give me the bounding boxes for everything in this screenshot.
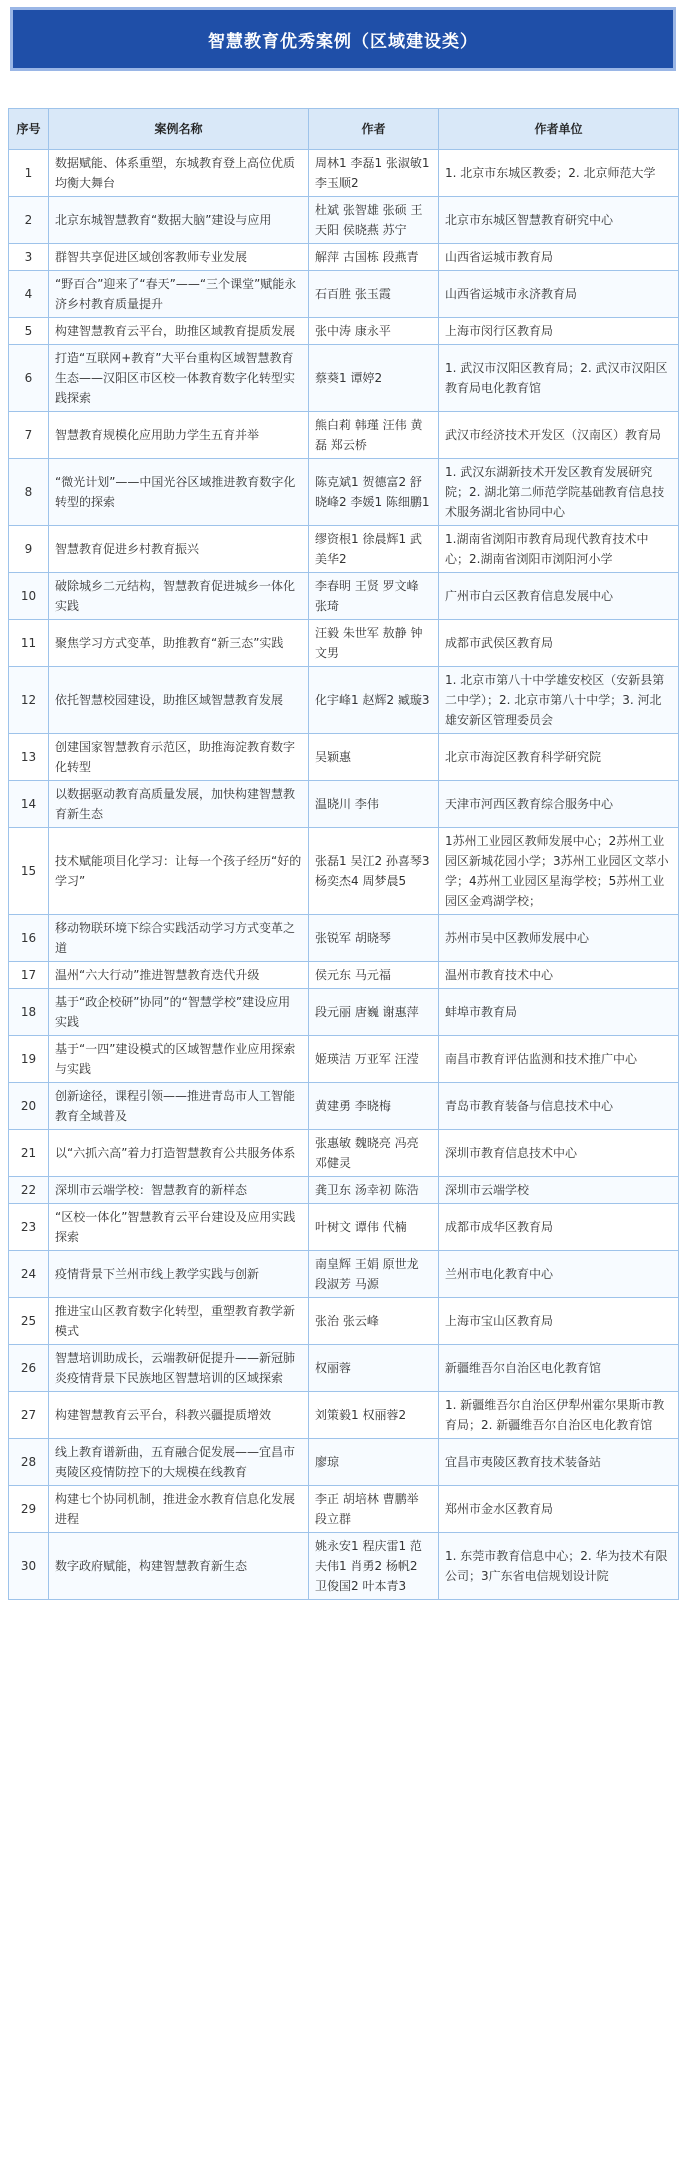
row-number: 7 bbox=[9, 412, 49, 459]
row-number: 28 bbox=[9, 1439, 49, 1486]
row-unit: 1. 武汉市汉阳区教育局；2. 武汉市汉阳区教育局电化教育馆 bbox=[439, 345, 679, 412]
row-author: 张惠敏 魏晓亮 冯亮 邓健灵 bbox=[309, 1130, 439, 1177]
row-case-name: 温州“六大行动”推进智慧教育迭代升级 bbox=[49, 962, 309, 989]
row-unit: 温州市教育技术中心 bbox=[439, 962, 679, 989]
row-author: 陈克斌1 贺德富2 舒晓峰2 李媛1 陈细鹏1 bbox=[309, 459, 439, 526]
table-row bbox=[9, 915, 679, 962]
row-unit: 北京市东城区智慧教育研究中心 bbox=[439, 197, 679, 244]
row-number: 27 bbox=[9, 1392, 49, 1439]
row-case-name: 创新途径，课程引领——推进青岛市人工智能教育全域普及 bbox=[49, 1083, 309, 1130]
row-author: 解萍 古国栋 段燕青 bbox=[309, 244, 439, 271]
table-row bbox=[9, 150, 679, 197]
row-author: 蔡葵1 谭婷2 bbox=[309, 345, 439, 412]
row-case-name: 构建七个协同机制，推进金水教育信息化发展进程 bbox=[49, 1486, 309, 1533]
row-case-name: 智慧教育规模化应用助力学生五育并举 bbox=[49, 412, 309, 459]
row-number: 3 bbox=[9, 244, 49, 271]
row-unit: 上海市宝山区教育局 bbox=[439, 1298, 679, 1345]
row-number: 5 bbox=[9, 318, 49, 345]
row-case-name: 智慧培训助成长，云端教研促提升——新冠肺炎疫情背景下民族地区智慧培训的区域探索 bbox=[49, 1345, 309, 1392]
table-row bbox=[9, 412, 679, 459]
row-number: 15 bbox=[9, 828, 49, 915]
table-row bbox=[9, 526, 679, 573]
row-author: 南皇辉 王娟 原世龙 段淑芳 马源 bbox=[309, 1251, 439, 1298]
row-author: 黄建勇 李晓梅 bbox=[309, 1083, 439, 1130]
row-unit: 郑州市金水区教育局 bbox=[439, 1486, 679, 1533]
row-author: 叶树文 谭伟 代楠 bbox=[309, 1204, 439, 1251]
row-number: 24 bbox=[9, 1251, 49, 1298]
row-unit: 1苏州工业园区教师发展中心；2苏州工业园区新城花园小学；3苏州工业园区文萃小学；4苏州工业园区星海学校；5苏州工业园区金鸡湖学校； bbox=[439, 828, 679, 915]
row-number: 1 bbox=[9, 150, 49, 197]
row-case-name: 基于“一四”建设模式的区域智慧作业应用探索与实践 bbox=[49, 1036, 309, 1083]
row-author: 侯元东 马元福 bbox=[309, 962, 439, 989]
row-author: 张锐军 胡晓琴 bbox=[309, 915, 439, 962]
row-number: 29 bbox=[9, 1486, 49, 1533]
table-row bbox=[9, 1439, 679, 1486]
table-row bbox=[9, 197, 679, 244]
row-case-name: 以数据驱动教育高质量发展，加快构建智慧教育新生态 bbox=[49, 781, 309, 828]
table-row bbox=[9, 962, 679, 989]
row-number: 10 bbox=[9, 573, 49, 620]
row-case-name: 基于“政企校研”协同”的“智慧学校”建设应用实践 bbox=[49, 989, 309, 1036]
table-row bbox=[9, 620, 679, 667]
row-case-name: 推进宝山区教育数字化转型，重塑教育教学新模式 bbox=[49, 1298, 309, 1345]
row-case-name: 依托智慧校园建设，助推区域智慧教育发展 bbox=[49, 667, 309, 734]
row-unit: 蚌埠市教育局 bbox=[439, 989, 679, 1036]
row-number: 16 bbox=[9, 915, 49, 962]
row-number: 9 bbox=[9, 526, 49, 573]
row-number: 20 bbox=[9, 1083, 49, 1130]
row-author: 廖琼 bbox=[309, 1439, 439, 1486]
row-unit: 1. 武汉东湖新技术开发区教育发展研究院；2. 湖北第二师范学院基础教育信息技术服务湖北省协同中心 bbox=[439, 459, 679, 526]
row-unit: 1. 东莞市教育信息中心；2. 华为技术有限公司；3广东省电信规划设计院 bbox=[439, 1533, 679, 1600]
table-row bbox=[9, 781, 679, 828]
page-title: 智慧教育优秀案例（区域建设类） bbox=[13, 10, 673, 68]
table-row bbox=[9, 1251, 679, 1298]
row-number: 25 bbox=[9, 1298, 49, 1345]
row-case-name: 打造“互联网+教育”大平台重构区域智慧教育生态——汉阳区市区校一体教育数字化转型实践探索 bbox=[49, 345, 309, 412]
table-row bbox=[9, 1204, 679, 1251]
row-number: 18 bbox=[9, 989, 49, 1036]
row-unit: 天津市河西区教育综合服务中心 bbox=[439, 781, 679, 828]
row-case-name: 线上教育谱新曲，五育融合促发展——宜昌市夷陵区疫情防控下的大规模在线教育 bbox=[49, 1439, 309, 1486]
row-case-name: 以“六抓六高”着力打造智慧教育公共服务体系 bbox=[49, 1130, 309, 1177]
table-row bbox=[9, 1036, 679, 1083]
table-row bbox=[9, 318, 679, 345]
header-case-name: 案例名称 bbox=[49, 109, 309, 150]
table-row bbox=[9, 1298, 679, 1345]
row-case-name: 北京东城智慧教育“数据大脑”建设与应用 bbox=[49, 197, 309, 244]
row-number: 22 bbox=[9, 1177, 49, 1204]
row-author: 龚卫东 汤幸初 陈浩 bbox=[309, 1177, 439, 1204]
row-unit: 广州市白云区教育信息发展中心 bbox=[439, 573, 679, 620]
row-number: 6 bbox=[9, 345, 49, 412]
row-number: 4 bbox=[9, 271, 49, 318]
row-number: 14 bbox=[9, 781, 49, 828]
row-case-name: 破除城乡二元结构，智慧教育促进城乡一体化实践 bbox=[49, 573, 309, 620]
row-unit: 成都市武侯区教育局 bbox=[439, 620, 679, 667]
table-row bbox=[9, 828, 679, 915]
row-case-name: 数字政府赋能，构建智慧教育新生态 bbox=[49, 1533, 309, 1600]
table-header-row bbox=[9, 109, 679, 150]
row-case-name: 创建国家智慧教育示范区，助推海淀教育数字化转型 bbox=[49, 734, 309, 781]
row-case-name: 疫情背景下兰州市线上教学实践与创新 bbox=[49, 1251, 309, 1298]
table-row bbox=[9, 1177, 679, 1204]
table-row bbox=[9, 573, 679, 620]
table-row bbox=[9, 1486, 679, 1533]
table-row bbox=[9, 459, 679, 526]
row-author: 温晓川 李伟 bbox=[309, 781, 439, 828]
row-unit: 宜昌市夷陵区教育技术装备站 bbox=[439, 1439, 679, 1486]
row-author: 杜斌 张智雄 张硕 王天阳 侯晓燕 苏宁 bbox=[309, 197, 439, 244]
row-case-name: “微光计划”——中国光谷区域推进教育数字化转型的探索 bbox=[49, 459, 309, 526]
cases-table bbox=[8, 108, 679, 1600]
row-case-name: 技术赋能项目化学习：让每一个孩子经历“好的学习” bbox=[49, 828, 309, 915]
row-unit: 深圳市云端学校 bbox=[439, 1177, 679, 1204]
row-unit: 青岛市教育装备与信息技术中心 bbox=[439, 1083, 679, 1130]
row-unit: 新疆维吾尔自治区电化教育馆 bbox=[439, 1345, 679, 1392]
row-author: 姬瑛洁 万亚军 汪滢 bbox=[309, 1036, 439, 1083]
row-author: 张磊1 吴江2 孙喜琴3 杨奕杰4 周梦晨5 bbox=[309, 828, 439, 915]
row-author: 李春明 王贤 罗文峰 张琦 bbox=[309, 573, 439, 620]
row-case-name: 群智共享促进区域创客教师专业发展 bbox=[49, 244, 309, 271]
row-author: 吴颖惠 bbox=[309, 734, 439, 781]
row-number: 11 bbox=[9, 620, 49, 667]
header-author: 作者 bbox=[309, 109, 439, 150]
row-author: 刘策毅1 权丽蓉2 bbox=[309, 1392, 439, 1439]
row-case-name: 构建智慧教育云平台，科教兴疆提质增效 bbox=[49, 1392, 309, 1439]
row-case-name: 深圳市云端学校：智慧教育的新样态 bbox=[49, 1177, 309, 1204]
row-author: 权丽蓉 bbox=[309, 1345, 439, 1392]
row-unit: 深圳市教育信息技术中心 bbox=[439, 1130, 679, 1177]
table-row bbox=[9, 271, 679, 318]
row-author: 段元丽 唐巍 谢惠萍 bbox=[309, 989, 439, 1036]
row-author: 周林1 李磊1 张淑敏1 李玉顺2 bbox=[309, 150, 439, 197]
row-author: 张中涛 康永平 bbox=[309, 318, 439, 345]
table-row bbox=[9, 1533, 679, 1600]
row-author: 化宇峰1 赵辉2 臧璇3 bbox=[309, 667, 439, 734]
row-number: 19 bbox=[9, 1036, 49, 1083]
row-number: 12 bbox=[9, 667, 49, 734]
table-row bbox=[9, 1130, 679, 1177]
row-case-name: 移动物联环境下综合实践活动学习方式变革之道 bbox=[49, 915, 309, 962]
row-number: 21 bbox=[9, 1130, 49, 1177]
header-number: 序号 bbox=[9, 109, 49, 150]
row-unit: 成都市成华区教育局 bbox=[439, 1204, 679, 1251]
row-unit: 武汉市经济技术开发区（汉南区）教育局 bbox=[439, 412, 679, 459]
row-number: 26 bbox=[9, 1345, 49, 1392]
row-unit: 兰州市电化教育中心 bbox=[439, 1251, 679, 1298]
row-unit: 1.湖南省浏阳市教育局现代教育技术中心；2.湖南省浏阳市浏阳河小学 bbox=[439, 526, 679, 573]
row-unit: 上海市闵行区教育局 bbox=[439, 318, 679, 345]
table-row bbox=[9, 989, 679, 1036]
row-author: 张治 张云峰 bbox=[309, 1298, 439, 1345]
row-unit: 1. 北京市第八十中学雄安校区（安新县第二中学）；2. 北京市第八十中学；3. 河北雄安新区管理委员会 bbox=[439, 667, 679, 734]
row-author: 李正 胡培林 曹鹏举 段立群 bbox=[309, 1486, 439, 1533]
table-body bbox=[9, 150, 679, 1600]
row-unit: 1. 北京市东城区教委；2. 北京师范大学 bbox=[439, 150, 679, 197]
row-number: 30 bbox=[9, 1533, 49, 1600]
row-unit: 北京市海淀区教育科学研究院 bbox=[439, 734, 679, 781]
row-case-name: 构建智慧教育云平台，助推区域教育提质发展 bbox=[49, 318, 309, 345]
row-number: 23 bbox=[9, 1204, 49, 1251]
row-author: 姚永安1 程庆雷1 范夫伟1 肖勇2 杨帆2 卫俊国2 叶本青3 bbox=[309, 1533, 439, 1600]
table-row bbox=[9, 1345, 679, 1392]
row-case-name: “区校一体化”智慧教育云平台建设及应用实践探索 bbox=[49, 1204, 309, 1251]
table-row bbox=[9, 244, 679, 271]
row-unit: 山西省运城市教育局 bbox=[439, 244, 679, 271]
row-author: 汪毅 朱世军 敖静 钟文男 bbox=[309, 620, 439, 667]
row-author: 熊白莉 韩瑾 汪伟 黄磊 郑云桥 bbox=[309, 412, 439, 459]
row-author: 缪资根1 徐晨辉1 武美华2 bbox=[309, 526, 439, 573]
row-unit: 南昌市教育评估监测和技术推广中心 bbox=[439, 1036, 679, 1083]
cases-table-container bbox=[8, 108, 678, 1600]
row-number: 17 bbox=[9, 962, 49, 989]
row-case-name: 数据赋能、体系重塑，东城教育登上高位优质均衡大舞台 bbox=[49, 150, 309, 197]
row-case-name: 智慧教育促进乡村教育振兴 bbox=[49, 526, 309, 573]
row-number: 2 bbox=[9, 197, 49, 244]
table-row bbox=[9, 734, 679, 781]
row-unit: 1. 新疆维吾尔自治区伊犁州霍尔果斯市教育局；2. 新疆维吾尔自治区电化教育馆 bbox=[439, 1392, 679, 1439]
row-author: 石百胜 张玉霞 bbox=[309, 271, 439, 318]
row-case-name: 聚焦学习方式变革，助推教育“新三态”实践 bbox=[49, 620, 309, 667]
row-number: 13 bbox=[9, 734, 49, 781]
row-unit: 苏州市吴中区教师发展中心 bbox=[439, 915, 679, 962]
row-unit: 山西省运城市永济教育局 bbox=[439, 271, 679, 318]
row-number: 8 bbox=[9, 459, 49, 526]
header-unit: 作者单位 bbox=[439, 109, 679, 150]
table-row bbox=[9, 1083, 679, 1130]
table-row bbox=[9, 667, 679, 734]
table-row bbox=[9, 1392, 679, 1439]
table-row bbox=[9, 345, 679, 412]
row-case-name: “野百合”迎来了“春天”——“三个课堂”赋能永济乡村教育质量提升 bbox=[49, 271, 309, 318]
